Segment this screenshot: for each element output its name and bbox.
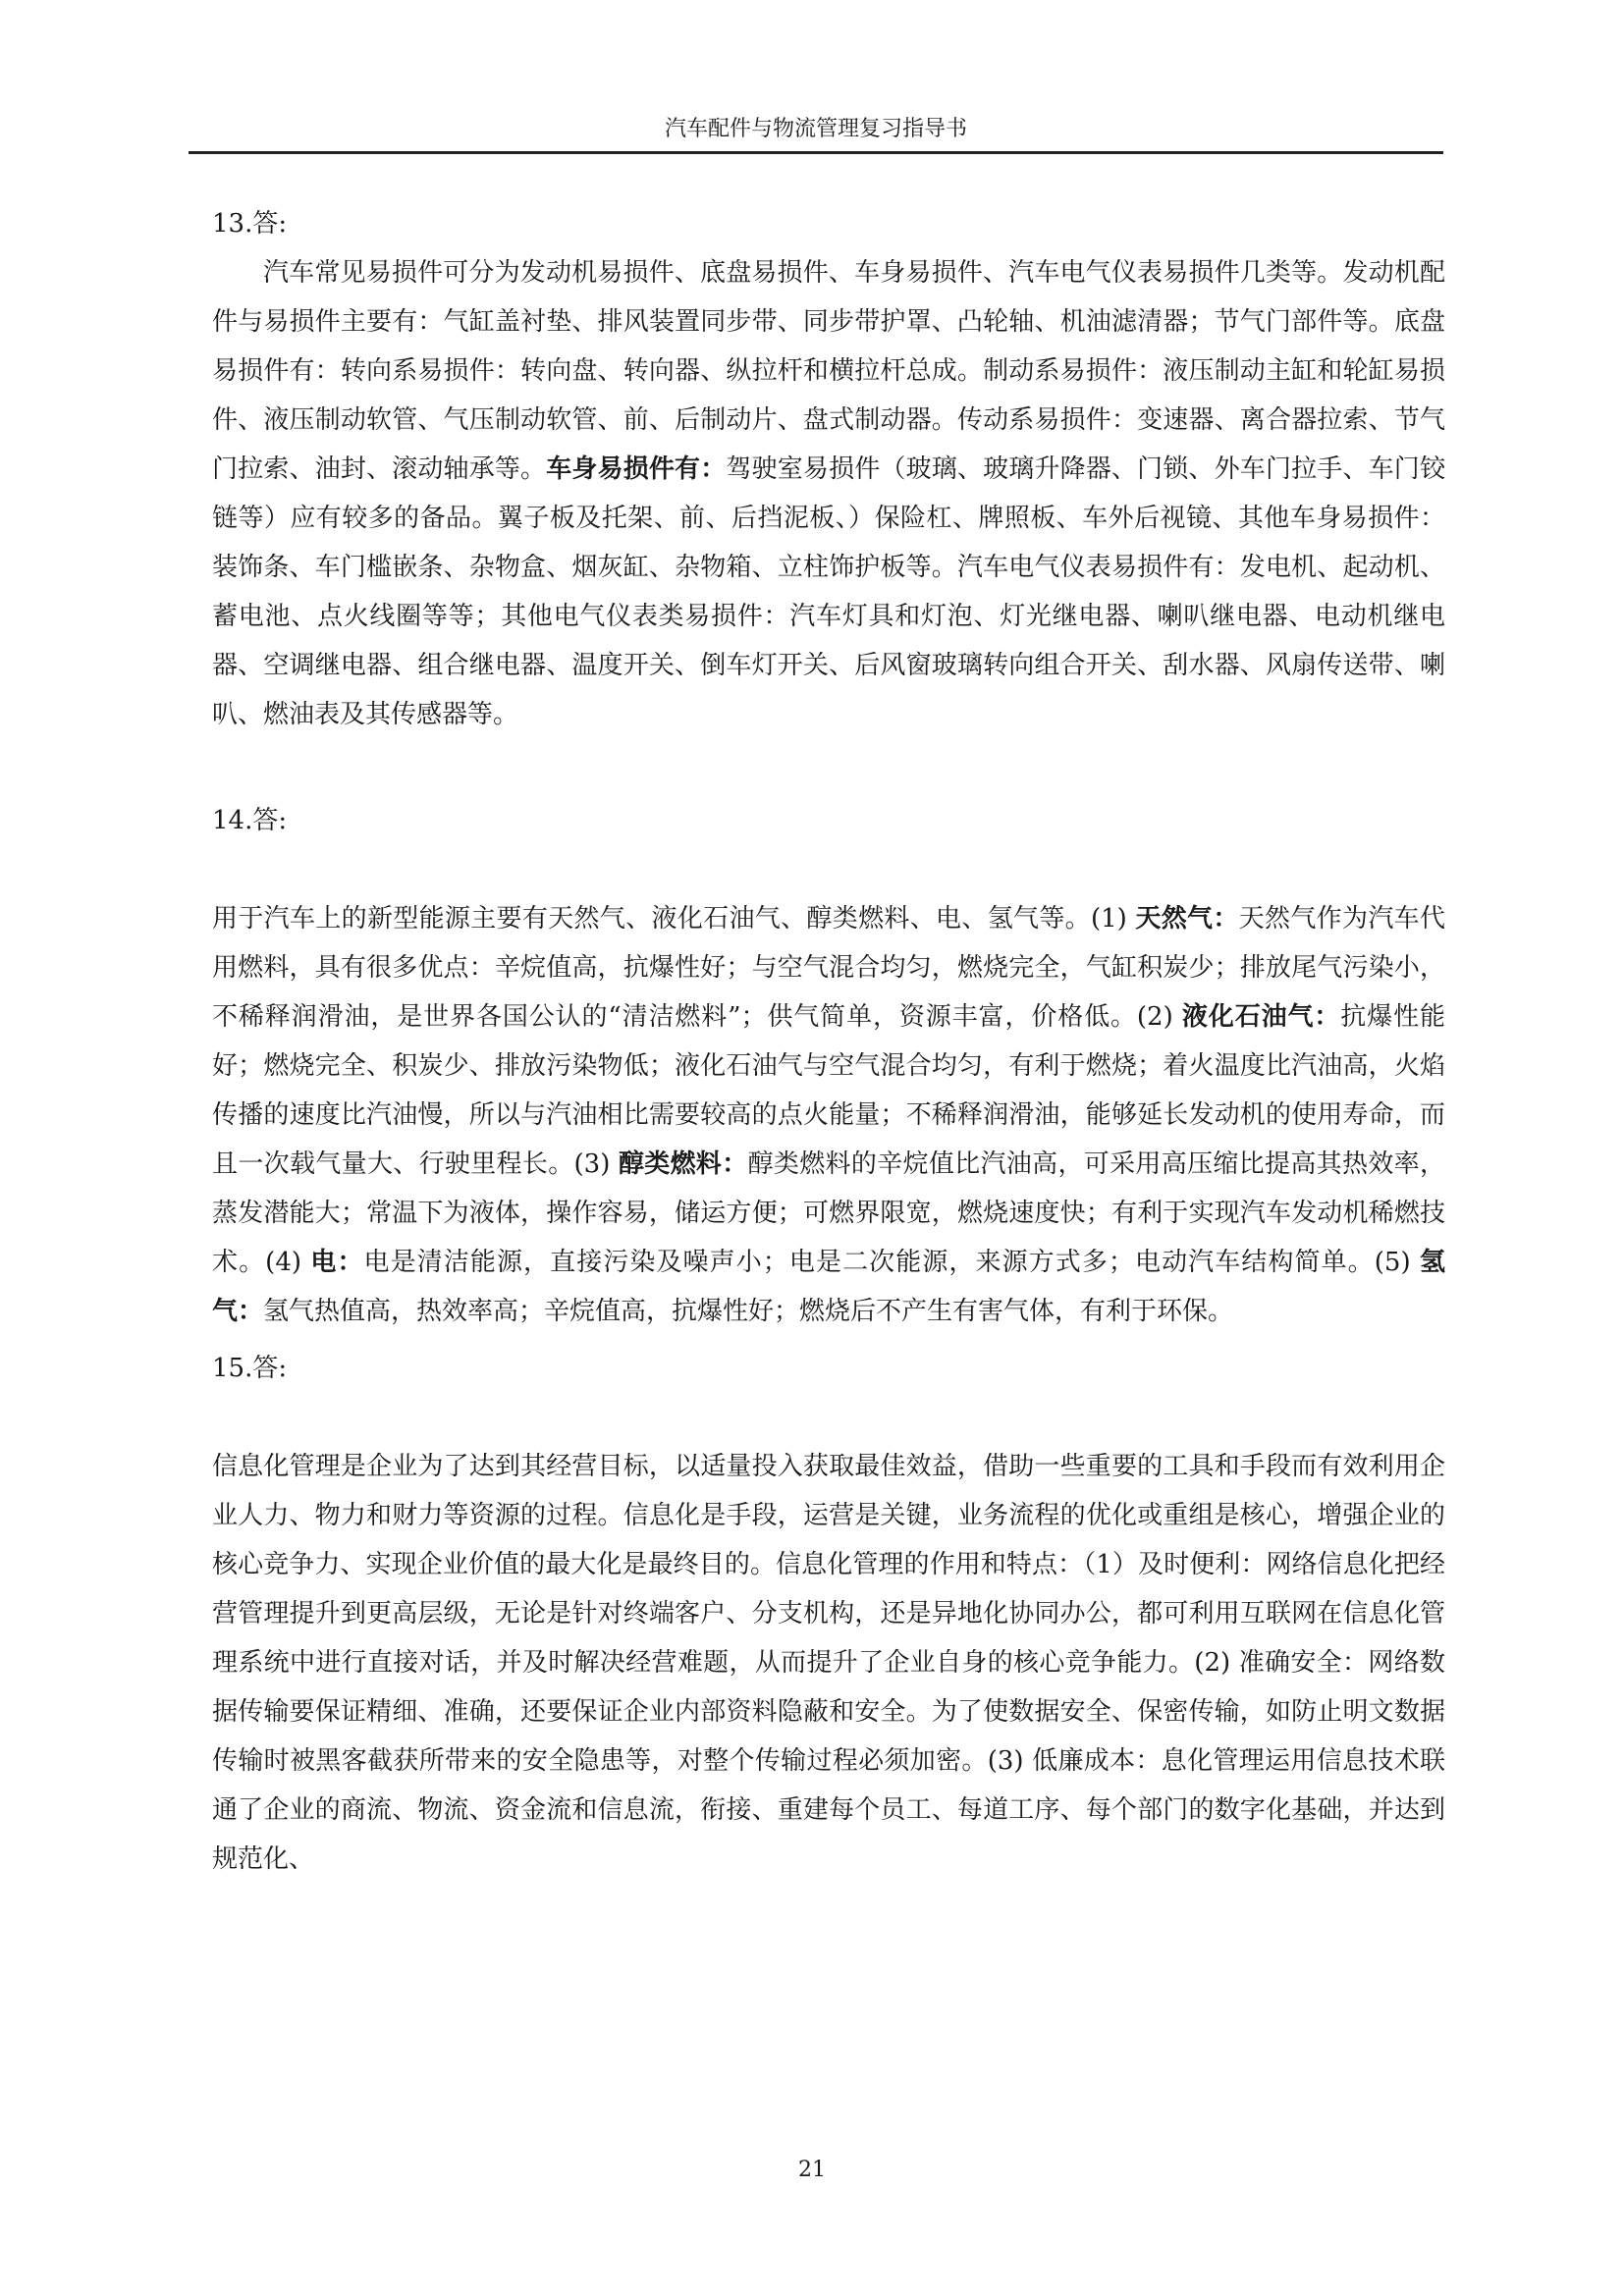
answer-14-text-5: 电是清洁能源，直接污染及噪声小；电是二次能源，来源方式多；电动汽车结构简单。(5) bbox=[363, 1248, 1420, 1277]
answer-15-paragraph: 信息化管理是企业为了达到其经营目标，以适量投入获取最佳效益，借助一些重要的工具和手段而有效利用企业人力、物力和财力等资源的过程。信息化是手段，运营是关键，业务流程的优化或重组是核心，增强企业的核心竞争力、实现企业价值的最大化是最终目的。信息化管理的作用和特点：（1）及时便利：网络信息化把经营管理提升到更高层级，无论是针对终端客户、分支机构，还是异地化协同办公，都可利用互联网在信息化管理系统中进行直接对话，并及时解决经营难题，从而提升了企业自身的核心竞争能力。(2) 准确安全：网络数据传输要保证精细、准确，还要保证企业内部资料隐蔽和安全。为了使数据安全、保密传输，如防止明文数据传输时被黑客截获所带来的安全隐患等，对整个传输过程必须加密。(3) 低廉成本：息化管理运用信息技术联通了企业的商流、物流、资金流和信息流，衔接、重建每个员工、每道工序、每个部门的数字化基础，并达到规范化、 bbox=[212, 1452, 1445, 1874]
answer-13-label: 13.答: bbox=[212, 209, 288, 239]
answer-14-bold-4: 电： bbox=[310, 1248, 364, 1277]
header-rule bbox=[189, 151, 1443, 154]
page-number: 21 bbox=[798, 2158, 826, 2182]
answer-13-bold-1: 车身易损件有： bbox=[546, 454, 727, 484]
answer-14 bbox=[212, 796, 1445, 1336]
answer-14-text-3: 抗爆性能好；燃烧完全、积炭少、排放污染物低；液化石油气与空气混合均匀，有利于燃烧；着火温度比汽油高，火焰传播的速度比汽油慢，所以与汽油相比需要较高的点火能量；不稀释润滑油，能够延长发动机的使用寿命，而且一次载气量大、行驶里程长。(3) bbox=[212, 1002, 1445, 1179]
answer-14-text-2: 天然气作为汽车代用燃料，具有很多优点：辛烷值高，抗爆性好；与空气混合均匀，燃烧完全，气缸积炭少；排放尾气污染小，不稀释润滑油，是世界各国公认的“清洁燃料”；供气简单，资源丰富，价格低。(2) bbox=[212, 904, 1445, 1032]
answer-13-text-1: 汽车常见易损件可分为发动机易损件、底盘易损件、车身易损件、汽车电气仪表易损件几类等。发动机配件与易损件主要有：气缸盖衬垫、排风装置同步带、同步带护罩、凸轮轴、机油滤清器；节气门部件等。底盘易损件有：转向系易损件：转向盘、转向器、纵拉杆和横拉杆总成。制动系易损件：液压制动主缸和轮缸易损件、液压制动软管、气压制动软管、前、后制动片、盘式制动器。传动系易损件：变速器、离合器拉索、节气门拉索、油封、滚动轴承等。 bbox=[212, 258, 1445, 484]
answer-14-paragraph bbox=[212, 894, 1445, 1336]
answer-14-bold-2: 液化石油气： bbox=[1181, 1002, 1341, 1032]
answer-14-label: 14.答: bbox=[212, 806, 288, 835]
answer-14-text-1: 用于汽车上的新型能源主要有天然气、液化石油气、醇类燃料、电、氢气等。(1) bbox=[212, 904, 1136, 934]
answer-14-text-6: 氢气热值高，热效率高；辛烷值高，抗爆性好；燃烧后不产生有害气体，有利于环保。 bbox=[263, 1297, 1234, 1326]
answer-15-label: 15.答: bbox=[212, 1354, 288, 1383]
answer-13-text-2: 驾驶室易损件（玻璃、玻璃升降器、门锁、外车门拉手、车门铰链等）应有较多的备品。翼子板及托架、前、后挡泥板、）保险杠、牌照板、车外后视镜、其他车身易损件：装饰条、车门槛嵌条、杂物盒、烟灰缸、杂物箱、立柱饰护板等。汽车电气仪表易损件有：发电机、起动机、蓄电池、点火线圈等等；其他电气仪表类易损件：汽车灯具和灯泡、灯光继电器、喇叭继电器、电动机继电器、空调继电器、组合继电器、温度开关、倒车灯开关、后风窗玻璃转向组合开关、刮水器、风扇传送带、喇叭、燃油表及其传感器等。 bbox=[212, 454, 1445, 729]
running-header: 汽车配件与物流管理复习指导书 bbox=[664, 117, 967, 141]
answer-14-bold-1: 天然气： bbox=[1135, 904, 1239, 934]
page-content bbox=[212, 199, 1445, 1884]
answer-14-bold-3: 醇类燃料： bbox=[618, 1149, 748, 1179]
answer-13 bbox=[212, 199, 1445, 739]
answer-13-paragraph bbox=[212, 248, 1445, 739]
answer-14-bold-5: 氢气： bbox=[212, 1248, 1445, 1326]
answer-14-text-4: 醇类燃料的辛烷值比汽油高，可采用高压缩比提高其热效率，蒸发潜能大；常温下为液体，操作容易，储运方便；可燃界限宽，燃烧速度快；有利于实现汽车发动机稀燃技术。(4) bbox=[212, 1149, 1445, 1277]
answer-15 bbox=[212, 1344, 1445, 1884]
